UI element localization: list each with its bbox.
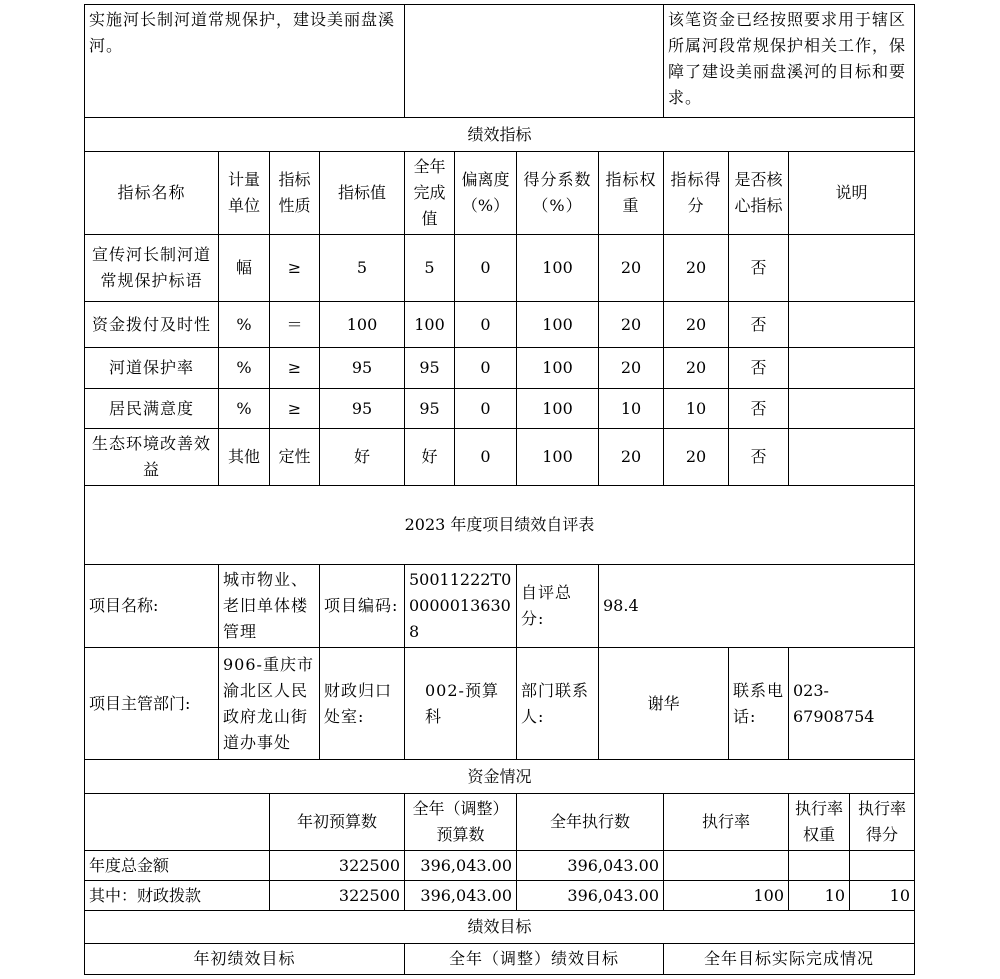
indicator-name-cell [84,347,219,389]
funds-row-label-text: 年度总金额 [89,855,170,875]
indicator-nature: ＝ [286,314,303,334]
indicator-unit: 其他 [227,447,260,466]
indicator-nature-cell [269,234,320,302]
indicator-core: 否 [750,358,767,377]
funds-row-label-text: 其中：财政拨款 [89,885,202,905]
goals-initial-header [84,943,405,975]
header-nature [269,151,320,235]
goals-actual-header [663,943,915,975]
header-note [788,151,915,235]
indicator-name: 生态环境改善效益 [91,434,211,479]
finance-label-text: 财政归口处室: [324,680,393,726]
indicator-nature-cell [269,301,320,348]
funds-row-rate-score [849,850,915,881]
indicator-core: 否 [750,258,767,277]
perf-section-title-text: 绩效指标 [467,124,532,144]
funds-row-rate [663,850,789,881]
indicator-deviation: 0 [480,398,491,418]
indicator-coef: 100 [542,258,573,277]
dept-value [218,647,320,760]
indicator-coef: 100 [542,314,573,334]
header-score [663,151,729,235]
indicator-deviation-cell [454,428,517,486]
indicator-value: 95 [351,398,373,418]
table-title-text: 2023 年度项目绩效自评表 [404,515,595,534]
indicator-unit-cell [218,347,270,389]
indicator-score-cell [663,347,729,389]
indicator-completed-cell [404,234,455,302]
self-score-value-text: 98.4 [603,596,639,615]
indicator-core-cell [728,234,789,302]
funds-header-blank [84,793,270,851]
indicator-value-cell [319,301,405,348]
header-completed-text: 全年完成值 [413,157,446,228]
project-name-value-text: 城市物业、老旧单体楼管理 [223,570,309,641]
indicator-name-cell [84,428,219,486]
project-code-value [404,564,517,648]
project-name-value [218,564,320,648]
indicator-deviation: 0 [480,314,491,334]
indicator-name: 资金拨付及时性 [91,314,211,334]
indicator-completed: 95 [419,398,440,418]
phone-value [788,647,915,760]
indicator-value: 5 [356,258,368,277]
indicator-name-cell [84,388,219,429]
indicator-deviation-cell [454,301,517,348]
indicator-deviation: 0 [480,447,491,466]
funds-row-adjusted [404,850,517,881]
indicator-note-cell [788,388,915,429]
indicator-value-cell [319,234,405,302]
funds-row-label [84,850,270,881]
indicator-core-cell [728,347,789,389]
funds-row-rate-weight [788,880,850,911]
indicator-coef-cell [516,234,599,302]
self-score-label [516,564,599,648]
dept-label [84,647,219,760]
indicator-coef-cell [516,301,599,348]
funds-header-rate-score [849,793,915,851]
header-nature-text: 指标性质 [278,170,311,215]
funds-row-rate-score-text: 10 [889,885,910,905]
indicator-score: 20 [685,314,707,334]
header-coef-text: 得分系数（%） [523,170,592,215]
indicator-deviation-cell [454,347,517,389]
funds-header-rate [663,793,789,851]
indicator-core: 否 [750,398,767,418]
indicator-unit-cell [218,428,270,486]
indicator-core: 否 [750,447,767,466]
project-code-value-text: 50011222T000000136308 [409,570,512,641]
indicator-nature: ≥ [287,398,302,418]
header-deviation [454,151,517,235]
indicator-score-cell [663,301,729,348]
funds-header-initial [269,793,405,851]
goals-section-title [84,910,915,944]
funds-row-initial-text: 322500 [338,885,400,905]
indicator-unit: 幅 [235,258,252,277]
header-completed [404,151,455,235]
indicator-deviation-cell [454,234,517,302]
header-core [728,151,789,235]
indicator-score: 20 [685,358,707,377]
indicator-completed-cell [404,428,455,486]
indicator-value: 95 [351,358,373,377]
indicator-core-cell [728,388,789,429]
funds-section-title-text: 资金情况 [467,766,532,786]
phone-label-text: 联系电话: [733,680,785,726]
funds-row-adjusted-text: 396,043.00 [420,855,512,875]
project-name-label [84,564,219,648]
indicator-name-cell [84,301,219,348]
goal-result-text: 该笔资金已经按照要求用于辖区所属河段常规保护相关工作，保障了建设美丽盘溪河的目标和要求。 [668,10,907,107]
funds-header-initial-text: 年初预算数 [296,812,377,831]
indicator-unit: % [236,398,252,418]
funds-row-rate-score [849,880,915,911]
header-deviation-text: 偏离度（%） [461,170,510,215]
indicator-weight-cell [598,388,664,429]
indicator-nature: ≥ [287,358,302,377]
header-score-text: 指标得分 [670,170,722,215]
funds-header-rate-weight-text: 执行率权重 [794,799,843,844]
funds-row-executed-text: 396,043.00 [567,855,659,875]
indicator-note-cell [788,347,915,389]
indicator-weight-cell [598,428,664,486]
indicator-score: 20 [685,258,707,277]
indicator-score-cell [663,428,729,486]
indicator-weight: 20 [620,314,642,334]
indicator-score: 10 [685,398,707,418]
indicator-unit-cell [218,234,270,302]
indicator-note-cell [788,428,915,486]
indicator-score-cell [663,388,729,429]
funds-row-executed [516,850,664,881]
indicator-core-cell [728,301,789,348]
self-score-value [598,564,915,648]
indicator-weight-cell [598,301,664,348]
indicator-value-cell [319,388,405,429]
goal-content-text: 实施河长制河道常规保护，建设美丽盘溪河。 [89,10,396,55]
indicator-unit: % [236,358,252,377]
perf-section-title [84,117,915,152]
funds-header-rate-text: 执行率 [701,812,750,831]
funds-row-initial [269,850,405,881]
funds-header-adjusted-text: 全年（调整）预算数 [412,799,509,844]
header-value [319,151,405,235]
indicator-note-cell [788,301,915,348]
indicator-completed-cell [404,301,455,348]
header-indicator-name [84,151,219,235]
indicator-coef-cell [516,347,599,389]
indicator-name-cell [84,234,219,302]
indicator-core-cell [728,428,789,486]
indicator-deviation: 0 [480,258,491,277]
funds-row-rate-weight [788,850,850,881]
indicator-nature-cell [269,428,320,486]
indicator-nature: 定性 [278,447,311,466]
indicator-completed: 95 [419,358,440,377]
table-title [84,485,915,565]
header-unit-text: 计量单位 [227,170,260,215]
indicator-value: 好 [353,447,370,466]
indicator-weight: 20 [620,258,642,277]
goals-section-title-text: 绩效目标 [467,917,532,936]
indicator-weight: 20 [620,358,642,377]
indicator-value: 100 [346,314,378,334]
header-core-text: 是否核心指标 [734,170,783,215]
funds-row-label [84,880,270,911]
goal-middle-cell [404,4,664,118]
indicator-nature: ≥ [287,258,302,277]
phone-value-text: 023-67908754 [793,680,875,726]
indicator-coef: 100 [542,447,573,466]
goals-actual-header-text: 全年目标实际完成情况 [703,949,874,968]
indicator-value-cell [319,428,405,486]
indicator-note-cell [788,234,915,302]
goals-initial-header-text: 年初绩效目标 [193,949,296,968]
indicator-weight: 10 [620,398,642,418]
phone-label [728,647,789,760]
funds-header-adjusted [404,793,517,851]
self-score-label-text: 自评总分: [521,583,573,628]
header-indicator-name-text: 指标名称 [117,183,186,202]
funds-row-rate [663,880,789,911]
indicator-unit-cell [218,301,270,348]
indicator-deviation-cell [454,388,517,429]
funds-header-executed [516,793,664,851]
indicator-weight: 20 [620,447,642,466]
indicator-deviation: 0 [480,358,491,377]
funds-row-initial [269,880,405,911]
indicator-completed-cell [404,388,455,429]
funds-header-executed-text: 全年执行数 [549,812,630,831]
project-code-label-text: 项目编码: [324,596,399,615]
finance-value [404,647,517,760]
indicator-completed-cell [404,347,455,389]
indicator-value-cell [319,347,405,389]
indicator-completed: 5 [424,258,435,277]
indicator-name: 河道保护率 [108,358,194,377]
goals-adjusted-header [404,943,664,975]
funds-row-adjusted-text: 396,043.00 [420,885,512,905]
header-weight [598,151,664,235]
funds-row-executed [516,880,664,911]
indicator-score: 20 [685,447,707,466]
indicator-score-cell [663,234,729,302]
goal-result-cell [663,4,915,118]
header-value-text: 指标值 [337,183,386,202]
indicator-nature-cell [269,388,320,429]
header-unit [218,151,270,235]
indicator-coef-cell [516,428,599,486]
indicator-weight-cell [598,347,664,389]
indicator-name: 宣传河长制河道常规保护标语 [91,245,211,290]
funds-section-title [84,759,915,794]
dept-value-text: 906-重庆市渝北区人民政府龙山街道办事处 [223,654,314,752]
header-coef [516,151,599,235]
funds-row-executed-text: 396,043.00 [567,885,659,905]
funds-row-adjusted [404,880,517,911]
contact-label-text: 部门联系人: [521,680,590,726]
indicator-coef: 100 [542,358,573,377]
contact-value [598,647,729,760]
contact-value-text: 谢华 [647,693,680,713]
header-weight-text: 指标权重 [605,170,657,215]
funds-row-initial-text: 322500 [338,855,400,875]
indicator-completed: 100 [414,314,445,334]
indicator-completed: 好 [421,447,438,466]
funds-row-rate-weight-text: 10 [824,885,845,905]
indicator-nature-cell [269,347,320,389]
project-code-label [319,564,405,648]
indicator-name: 居民满意度 [108,398,194,418]
indicator-coef: 100 [542,398,573,418]
header-note-text: 说明 [835,183,868,202]
project-name-label-text: 项目名称: [89,596,159,615]
goals-adjusted-header-text: 全年（调整）绩效目标 [448,949,619,968]
indicator-weight-cell [598,234,664,302]
funds-header-rate-weight [788,793,850,851]
funds-row-rate-text: 100 [753,885,784,905]
indicator-unit: % [236,314,252,334]
dept-label-text: 项目主管部门: [89,693,191,713]
indicator-coef-cell [516,388,599,429]
indicator-unit-cell [218,388,270,429]
finance-value-text: 002-预算科 [425,680,499,726]
funds-header-rate-score-text: 执行率得分 [857,799,906,844]
contact-label [516,647,599,760]
indicator-core: 否 [750,314,767,334]
goal-content-cell [84,4,405,118]
finance-label [319,647,405,760]
